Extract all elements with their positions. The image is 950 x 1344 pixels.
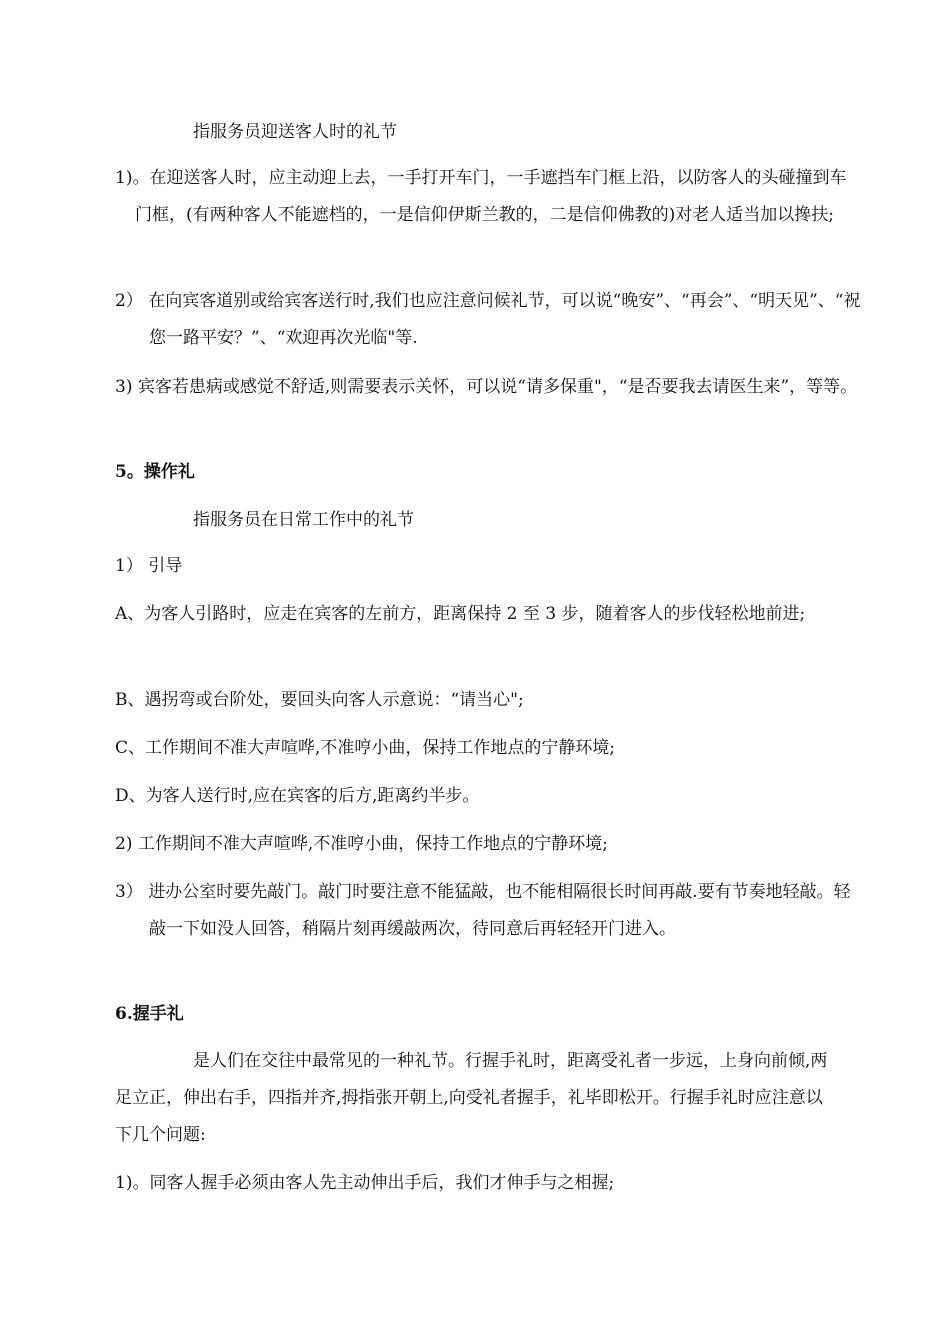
section-heading-handshake: 6.握手礼 bbox=[115, 1004, 184, 1024]
paragraph-greeting-2: 2） 在向宾客道别或给宾客送行时,我们也应注意问候礼节，可以说“晚安”、“再会”、“明天见”、“祝您一路平安？”、“欢迎再次光临"等. bbox=[115, 291, 861, 348]
paragraph-operation-c: C、工作期间不准大声喧哗,不准哼小曲，保持工作地点的宁静环境; bbox=[115, 738, 616, 758]
paragraph-greeting-intro: 指服务员迎送客人时的礼节 bbox=[193, 122, 397, 142]
paragraph-greeting-3: 3) 宾客若患病或感觉不舒适,则需要表示关怀，可以说“请多保重"，“是否要我去请医生来”，等等。 bbox=[115, 377, 858, 397]
paragraph-operation-d: D、为客人送行时,应在宾客的后方,距离约半步。 bbox=[115, 786, 480, 806]
paragraph-operation-b: B、遇拐弯或台阶处，要回头向客人示意说：“请当心"; bbox=[115, 690, 524, 710]
paragraph-operation-2: 2) 工作期间不准大声喧哗,不准哼小曲，保持工作地点的宁静环境; bbox=[115, 834, 608, 854]
section-heading-operation: 5。操作礼 bbox=[115, 462, 195, 482]
paragraph-operation-3: 3） 进办公室时要先敲门。敲门时要注意不能猛敲，也不能相隔很长时间再敲.要有节奏地轻敲。轻敲一下如没人回答，稍隔片刻再缓敲两次，待同意后再轻轻开门进入。 bbox=[115, 882, 851, 939]
paragraph-operation-a: A、为客人引路时，应走在宾客的左前方，距离保持 2 至 3 步，随着客人的步伐轻松地前进; bbox=[115, 604, 806, 624]
paragraph-operation-guide: 1） 引导 bbox=[115, 556, 183, 576]
paragraph-greeting-1: 1)。在迎送客人时，应主动迎上去，一手打开车门，一手遮挡车门框上沿，以防客人的头碰撞到车门框，(有两种客人不能遮档的，一是信仰伊斯兰教的，二是信仰佛教的)对老人适当加以搀扶; bbox=[115, 168, 847, 225]
paragraph-handshake-intro: 是人们在交往中最常见的一种礼节。行握手礼时，距离受礼者一步远，上身向前倾,两足立正，伸出右手，四指并齐,拇指张开朝上,向受礼者握手，礼毕即松开。行握手礼时应注意以下几个问题: bbox=[115, 1051, 828, 1145]
paragraph-handshake-1: 1)。同客人握手必须由客人先主动伸出手后，我们才伸手与之相握; bbox=[115, 1173, 615, 1193]
paragraph-operation-intro: 指服务员在日常工作中的礼节 bbox=[193, 510, 414, 530]
